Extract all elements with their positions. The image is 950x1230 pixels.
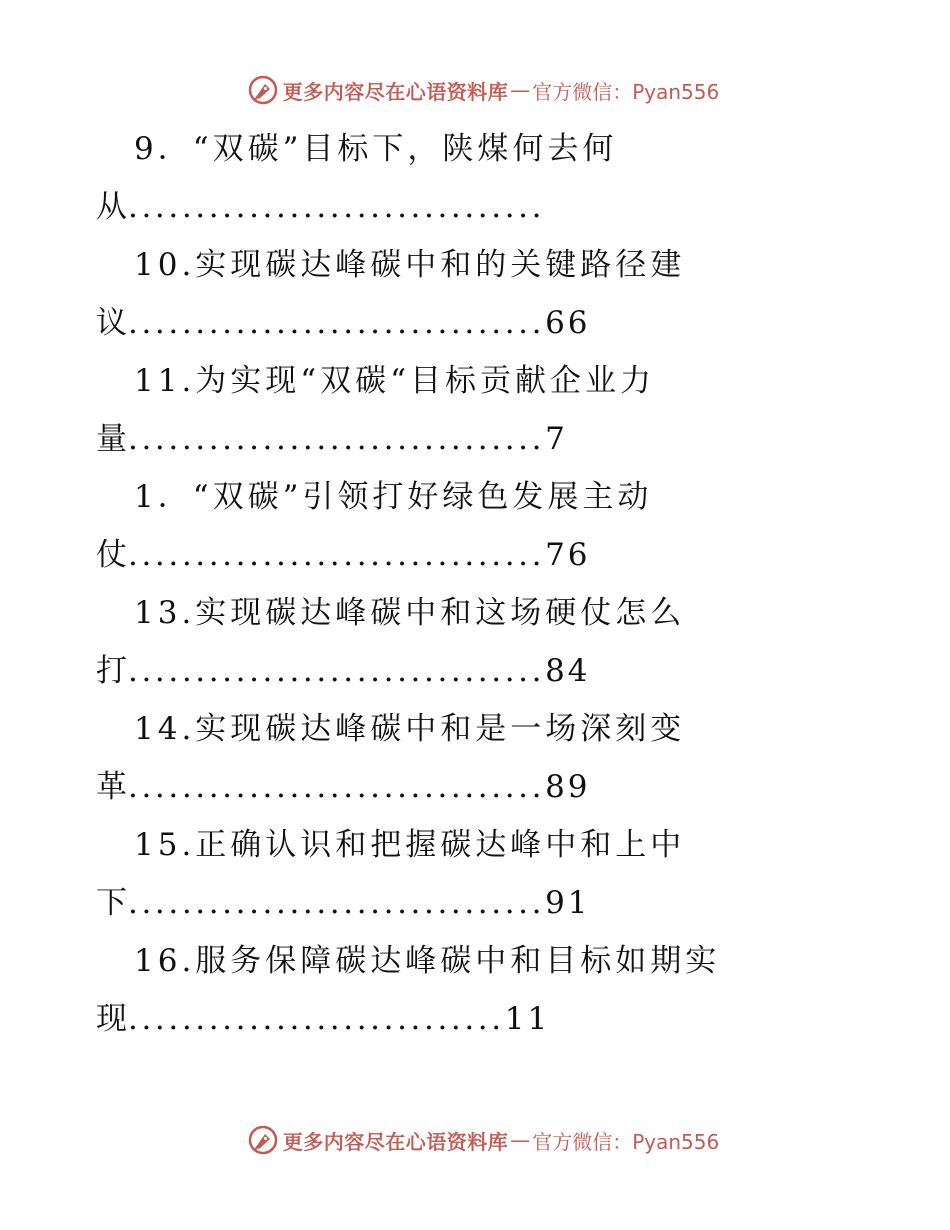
toc-entry-title: 9．“双碳”目标下，陕煤何去何 — [134, 131, 618, 167]
toc-entry-dots: ............................... — [128, 537, 546, 573]
watermark-separator: — — [510, 78, 531, 102]
toc-entry — [96, 236, 716, 352]
toc-entry-lead-char: 革 — [96, 769, 128, 805]
toc-entry-dots-line — [96, 642, 716, 700]
toc-entry-dots: ............................... — [128, 305, 546, 341]
pen-nib-logo-icon — [247, 1124, 279, 1156]
toc-entry-lead-char: 下 — [96, 885, 128, 921]
toc-entry-dots: ............................... — [128, 421, 546, 457]
toc-entry — [96, 584, 716, 700]
toc-entry-dots-line — [96, 526, 716, 584]
toc-entry — [96, 700, 716, 816]
toc-entry-page-number: 91 — [545, 885, 591, 921]
toc-entry-dots-line — [96, 294, 716, 352]
toc-entry-dots-line — [96, 410, 716, 468]
toc-entry-page-number: 7 — [545, 421, 568, 457]
toc-entry-dots-line — [96, 874, 716, 932]
watermark-footer — [0, 1120, 950, 1160]
watermark-footer-inner — [247, 1124, 720, 1156]
toc-entry-dots: ............................... — [128, 769, 546, 805]
toc-entry-page-number: 11 — [504, 1001, 551, 1037]
watermark-main-text: 更多内容尽在心语资料库 — [282, 1129, 509, 1154]
toc-entry — [96, 468, 716, 584]
toc-entry-page-number: 84 — [545, 653, 591, 689]
toc-entry-page-number: 66 — [545, 305, 591, 341]
watermark-separator: — — [510, 1128, 531, 1152]
toc-entry-lead-char: 量 — [96, 421, 128, 457]
toc-entry-dots: ............................... — [128, 189, 546, 225]
toc-entry-page-number: 76 — [545, 537, 591, 573]
toc-entry-title: 10.实现碳达峰碳中和的关键路径建 — [134, 247, 686, 283]
table-of-contents — [96, 120, 721, 1048]
toc-entry-page-number: 89 — [545, 769, 591, 805]
watermark-sub-text: 官方微信：Pyan556 — [532, 79, 720, 104]
toc-entry-dots-line — [96, 178, 716, 236]
toc-entry-lead-char: 现 — [96, 1001, 128, 1037]
toc-entry-title: 11.为实现“双碳“目标贡献企业力 — [134, 363, 655, 399]
toc-entry-lead-char: 议 — [96, 305, 128, 341]
toc-entry-title: 14.实现碳达峰碳中和是一场深刻变 — [134, 711, 686, 747]
toc-entry-lead-char: 从 — [96, 189, 128, 225]
toc-entry-title: 1．“双碳”引领打好绿色发展主动 — [134, 479, 653, 515]
toc-entry — [96, 120, 716, 236]
toc-entry-dots: ............................... — [128, 885, 546, 921]
toc-entry-dots-line — [96, 758, 716, 816]
pen-nib-logo-icon — [247, 74, 279, 106]
toc-entry — [96, 352, 716, 468]
toc-entry — [96, 816, 716, 932]
watermark-header-inner — [247, 74, 720, 106]
toc-entry-title: 13.实现碳达峰碳中和这场硬仗怎么 — [134, 595, 686, 631]
toc-entry-dots-line — [96, 990, 716, 1048]
toc-entry-lead-char: 打 — [96, 653, 128, 689]
toc-entry-title: 16.服务保障碳达峰碳中和目标如期实 — [134, 943, 721, 979]
toc-entry-lead-char: 仗 — [96, 537, 128, 573]
watermark-sub-text: 官方微信：Pyan556 — [532, 1129, 720, 1154]
toc-entry-dots: ............................... — [128, 653, 546, 689]
watermark-header — [0, 70, 950, 110]
toc-entry-title: 15.正确认识和把握碳达峰中和上中 — [134, 827, 686, 863]
toc-entry-dots: ............................ — [128, 1001, 505, 1037]
watermark-main-text: 更多内容尽在心语资料库 — [282, 79, 509, 104]
toc-entry — [96, 932, 721, 1048]
